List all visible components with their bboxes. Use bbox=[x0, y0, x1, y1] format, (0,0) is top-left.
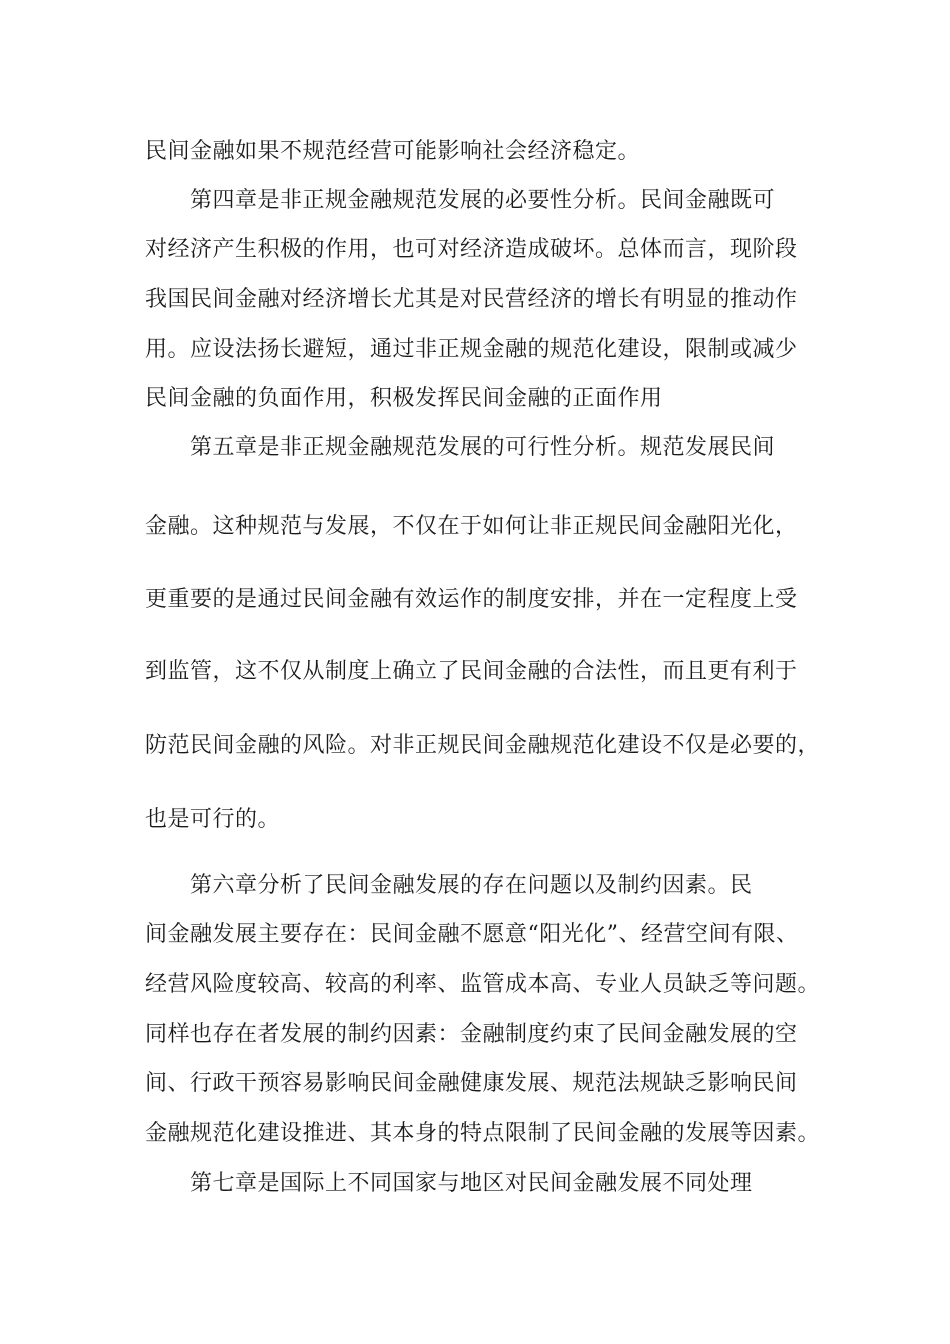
text-line-chapter-7: 第七章是国际上不同国家与地区对民间金融发展不同处理 bbox=[190, 1171, 753, 1196]
text-line: 也是可行的。 bbox=[145, 807, 281, 832]
text-line: 民间金融的负面作用，积极发挥民间金融的正面作用 bbox=[145, 386, 663, 411]
text-line-chapter-6: 第六章分析了民间金融发展的存在问题以及制约因素。民 bbox=[190, 873, 753, 898]
text-line: 间、行政干预容易影响民间金融健康发展、规范法规缺乏影响民间 bbox=[145, 1071, 798, 1096]
text-line: 间金融发展主要存在：民间金融不愿意“阳光化”、经营空间有限、 bbox=[145, 922, 799, 947]
text-line: 金融。这种规范与发展，不仅在于如何让非正规民间金融阳光化， bbox=[145, 514, 798, 539]
text-line-chapter-5: 第五章是非正规金融规范发展的可行性分析。规范发展民间 bbox=[190, 435, 776, 460]
text-line: 民间金融如果不规范经营可能影响社会经济稳定。 bbox=[145, 139, 641, 164]
text-line: 对经济产生积极的作用，也可对经济造成破坏。总体而言，现阶段 bbox=[145, 237, 798, 262]
text-line: 更重要的是通过民间金融有效运作的制度安排，并在一定程度上受 bbox=[145, 587, 798, 612]
text-line: 防范民间金融的风险。对非正规民间金融规范化建设不仅是必要的， bbox=[145, 733, 821, 758]
text-line: 金融规范化建设推进、其本身的特点限制了民间金融的发展等因素。 bbox=[145, 1121, 821, 1146]
text-line-chapter-4: 第四章是非正规金融规范发展的必要性分析。民间金融既可 bbox=[190, 188, 776, 213]
text-line: 到监管，这不仅从制度上确立了民间金融的合法性，而且更有利于 bbox=[145, 659, 798, 684]
text-line: 用。应设法扬长避短，通过非正规金融的规范化建设，限制或减少 bbox=[145, 337, 798, 362]
text-line: 同样也存在者发展的制约因素：金融制度约束了民间金融发展的空 bbox=[145, 1022, 798, 1047]
text-line: 经营风险度较高、较高的利率、监管成本高、专业人员缺乏等问题。 bbox=[145, 972, 821, 997]
text-line: 我国民间金融对经济增长尤其是对民营经济的增长有明显的推动作 bbox=[145, 287, 798, 312]
